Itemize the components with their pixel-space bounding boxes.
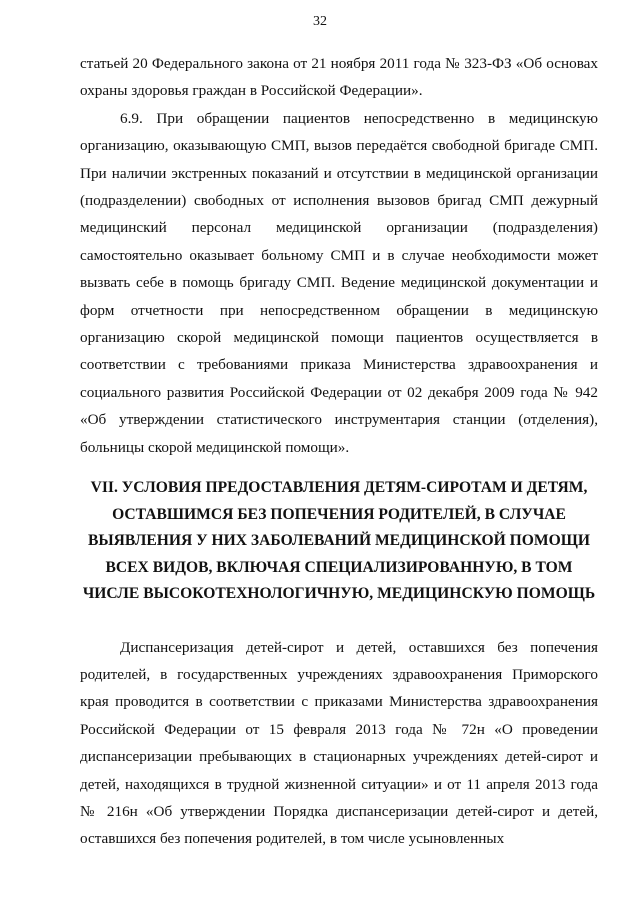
paragraph-6-9: 6.9. При обращении пациентов непосредственно в медицинскую организацию, оказывающую СМП, вызов передаётся свободной бригаде СМП. При наличии экстренных показаний и отсутствии в медицинской организации (подразделении) свободных от исполнения вызовов бригад СМП дежурный медицинский персонал медицинской организации (подразделения) самостоятельно оказывает больному СМП и в случае необходимости может вызвать себе в помощь бригаду СМП. Ведение медицинской документации и форм отчетности при непосредственном обращении в медицинскую организацию скорой медицинской помощи пациентов осуществляется в соответствии с требованиями приказа Министерства здравоохранения и социального развития Российской Федерации от 02 декабря 2009 года № 942 «Об утверждении статистического инструментария станции (отделения), больницы скорой медицинской помощи». — [80, 109, 598, 456]
document-body — [80, 50, 598, 853]
page-number: 32 — [313, 14, 327, 29]
section-paragraph: Диспансеризация детей-сирот и детей, оставшихся без попечения родителей, в государственных учреждениях здравоохранения Приморского края проводится в соответствии с приказами Министерства здравоохранения Российской Федерации от 15 февраля 2013 года № 72н «О проведении диспансеризации пребывающих в стационарных учреждениях детей-сирот и детей, находящихся в трудной жизненной ситуации» и от 11 апреля 2013 года № 216н «Об утверждении Порядка диспансеризации детей-сирот и детей, оставшихся без попечения родителей, в том числе усыновленных — [80, 638, 598, 848]
spacer — [80, 620, 598, 634]
paragraph-continuation: статьей 20 Федерального закона от 21 ноября 2011 года № 323-ФЗ «Об основах охраны здоровья граждан в Российской Федерации». — [80, 55, 598, 100]
section-heading: VII. УСЛОВИЯ ПРЕДОСТАВЛЕНИЯ ДЕТЯМ-СИРОТАМ И ДЕТЯМ, ОСТАВШИМСЯ БЕЗ ПОПЕЧЕНИЯ РОДИТЕЛЕЙ, В СЛУЧАЕ ВЫЯВЛЕНИЯ У НИХ ЗАБОЛЕВАНИЙ МЕДИЦИНСКОЙ ПОМОЩИ ВСЕХ ВИДОВ, ВКЛЮЧАЯ СПЕЦИАЛИЗИРОВАННУЮ, В ТОМ ЧИСЛЕ ВЫСОКОТЕХНОЛОГИЧНУЮ, МЕДИЦИНСКУЮ ПОМОЩЬ — [82, 479, 596, 603]
